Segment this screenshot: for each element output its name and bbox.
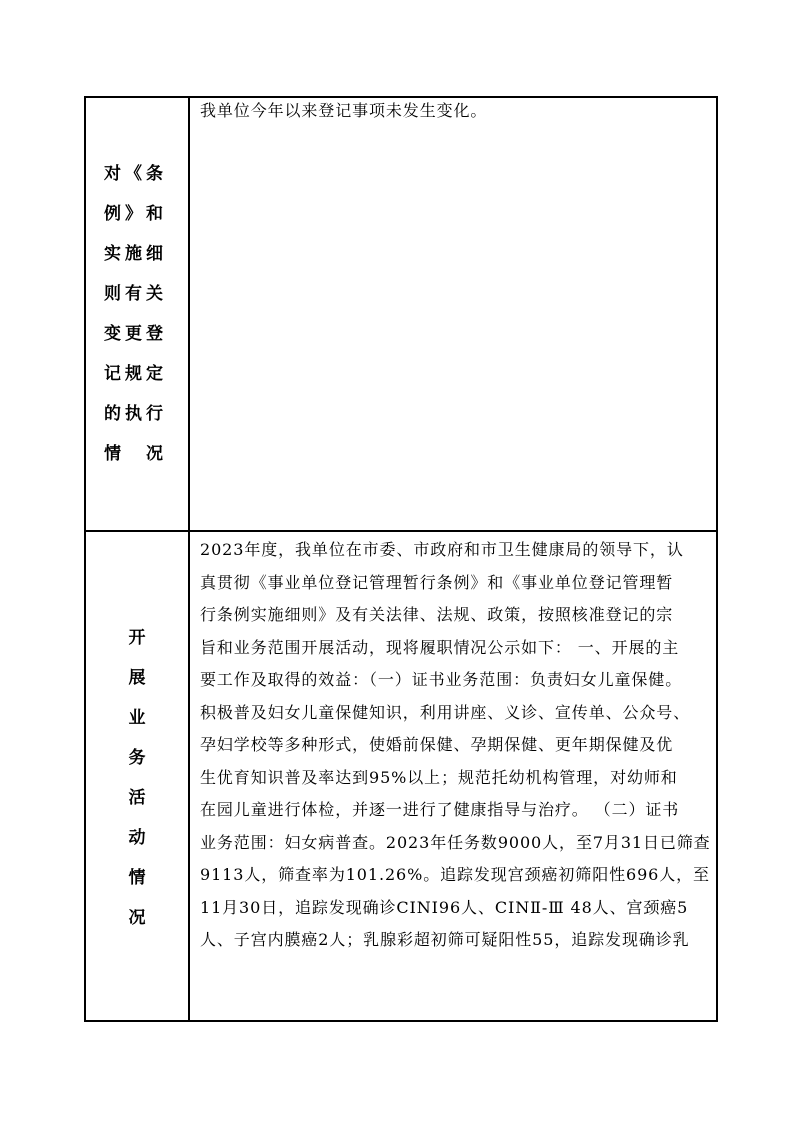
label-char: 展 bbox=[128, 668, 146, 688]
content-line: 积极普及妇女儿童保健知识，利用讲座、义诊、宣传单、公众号、 bbox=[200, 702, 691, 722]
content-line: 生优育知识普及率达到95%以上；规范托幼机构管理，对幼师和 bbox=[200, 767, 678, 787]
content-line: 真贯彻《事业单位登记管理暂行条例》和《事业单位登记管理暂 bbox=[200, 572, 674, 592]
label-char: 情 bbox=[128, 868, 146, 888]
label-char: 业 bbox=[128, 708, 146, 728]
content-line: 业务范围：妇女病普查。2023年任务数9000人，至7月31日已筛查 bbox=[200, 832, 711, 852]
content-text: 我单位今年以来登记事项未发生变化。 bbox=[200, 101, 488, 120]
content-line: 2023年度，我单位在市委、市政府和市卫生健康局的领导下，认 bbox=[200, 540, 684, 559]
label-line: 则有关 bbox=[104, 284, 167, 304]
label-cell-regulation-execution bbox=[86, 98, 188, 530]
label-char: 务 bbox=[128, 748, 146, 768]
label-line: 对《条 bbox=[104, 164, 167, 184]
label-line: 变更登 bbox=[104, 324, 167, 344]
content-cell-regulation-execution bbox=[190, 98, 716, 530]
label-cell-business-activities bbox=[86, 532, 188, 1024]
label-line: 的执行 bbox=[104, 404, 167, 424]
content-line: 行条例实施细则》及有关法律、法规、政策，按照核准登记的宗 bbox=[200, 605, 674, 624]
registration-table bbox=[84, 96, 718, 1022]
label-line: 例》和 bbox=[104, 204, 167, 224]
content-line: 要工作及取得的效益：（一）证书业务范围：负责妇女儿童保健。 bbox=[200, 670, 683, 689]
label-line: 记规定 bbox=[104, 364, 167, 384]
label-char: 况 bbox=[128, 908, 146, 928]
content-cell-business-activities bbox=[190, 532, 716, 1024]
label-char: 动 bbox=[128, 828, 146, 848]
label-line: 情 况 bbox=[104, 444, 167, 464]
label-char: 活 bbox=[128, 788, 146, 808]
content-line: 人、子宫内膜癌2人；乳腺彩超初筛可疑阳性55，追踪发现确诊乳 bbox=[200, 930, 690, 949]
content-line: 9113人，筛查率为101.26%。追踪发现宫颈癌初筛阳性696人，至 bbox=[200, 865, 710, 884]
content-line: 孕妇学校等多种形式，使婚前保健、孕期保健、更年期保健及优 bbox=[200, 735, 674, 754]
content-line: 在园儿童进行体检，并逐一进行了健康指导与治疗。 （二）证书 bbox=[200, 800, 680, 819]
label-line: 实施细 bbox=[104, 244, 167, 264]
content-line: 旨和业务范围开展活动，现将履职情况公示如下： 一、开展的主 bbox=[200, 637, 680, 657]
label-char: 开 bbox=[128, 628, 146, 648]
content-line: 11月30日，追踪发现确诊CINⅠ96人、CINⅡ-Ⅲ 48人、宫颈癌5 bbox=[200, 897, 689, 917]
